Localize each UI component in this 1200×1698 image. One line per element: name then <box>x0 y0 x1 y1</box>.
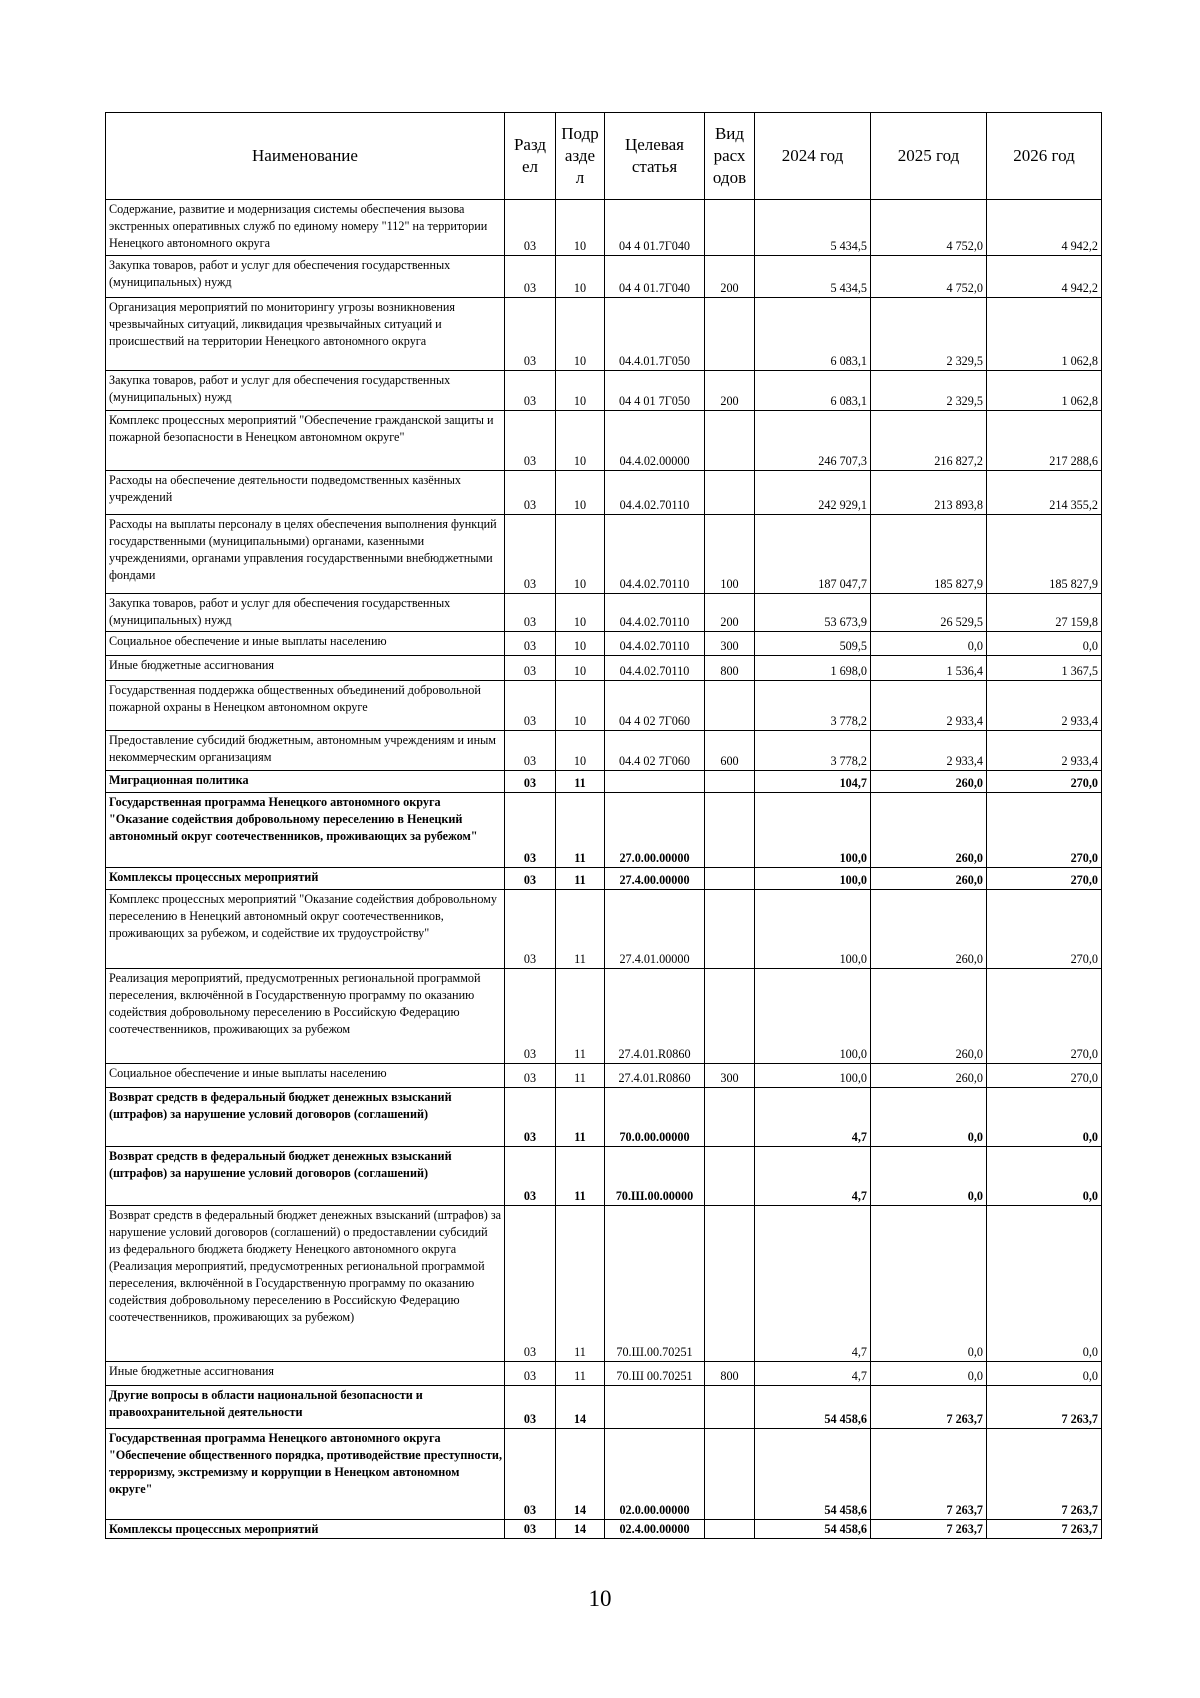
row-value-2025: 213 893,8 <box>871 471 987 515</box>
row-subsection: 11 <box>556 1088 605 1147</box>
row-section: 03 <box>505 632 556 656</box>
row-value-2024: 6 083,1 <box>755 298 871 371</box>
row-value-2025: 7 263,7 <box>871 1520 987 1539</box>
row-expense-type <box>705 681 755 731</box>
header-2025: 2025 год <box>871 113 987 200</box>
row-subsection: 10 <box>556 656 605 681</box>
row-value-2025: 1 536,4 <box>871 656 987 681</box>
table-row <box>106 632 1102 656</box>
row-name: Возврат средств в федеральный бюджет денежных взысканий (штрафов) за нарушение условий договоров (соглашений) <box>106 1147 505 1206</box>
row-value-2025: 7 263,7 <box>871 1386 987 1429</box>
row-target: 27.4.01.R0860 <box>605 969 705 1064</box>
row-subsection: 10 <box>556 411 605 471</box>
row-expense-type <box>705 868 755 890</box>
row-subsection: 10 <box>556 681 605 731</box>
row-section: 03 <box>505 1147 556 1206</box>
row-subsection: 10 <box>556 256 605 298</box>
row-expense-type <box>705 1088 755 1147</box>
row-target: 27.4.00.00000 <box>605 868 705 890</box>
table-body <box>106 200 1102 1539</box>
row-value-2024: 246 707,3 <box>755 411 871 471</box>
row-value-2025: 2 933,4 <box>871 681 987 731</box>
row-value-2024: 100,0 <box>755 793 871 868</box>
row-expense-type <box>705 1206 755 1362</box>
header-expense-type: Вид расх одов <box>705 113 755 200</box>
row-expense-type <box>705 1386 755 1429</box>
row-section: 03 <box>505 256 556 298</box>
row-value-2024: 187 047,7 <box>755 515 871 594</box>
row-value-2025: 260,0 <box>871 868 987 890</box>
row-subsection: 11 <box>556 969 605 1064</box>
table-header-row <box>106 113 1102 200</box>
row-value-2024: 4,7 <box>755 1147 871 1206</box>
row-expense-type: 200 <box>705 256 755 298</box>
row-name: Закупка товаров, работ и услуг для обеспечения государственных (муниципальных) нужд <box>106 594 505 632</box>
row-target <box>605 1386 705 1429</box>
row-subsection: 11 <box>556 890 605 969</box>
row-value-2026: 7 263,7 <box>987 1429 1102 1520</box>
row-expense-type: 200 <box>705 371 755 411</box>
row-target: 04.4.02.00000 <box>605 411 705 471</box>
row-subsection: 10 <box>556 200 605 256</box>
row-value-2024: 4,7 <box>755 1362 871 1386</box>
table-row <box>106 471 1102 515</box>
row-value-2026: 4 942,2 <box>987 200 1102 256</box>
row-name: Комплексы процессных мероприятий <box>106 868 505 890</box>
table-row <box>106 371 1102 411</box>
row-subsection: 10 <box>556 515 605 594</box>
row-value-2026: 214 355,2 <box>987 471 1102 515</box>
row-value-2025: 0,0 <box>871 1147 987 1206</box>
row-expense-type <box>705 969 755 1064</box>
row-value-2024: 509,5 <box>755 632 871 656</box>
row-value-2025: 2 933,4 <box>871 731 987 771</box>
row-target: 04.4.02.70110 <box>605 594 705 632</box>
row-name: Возврат средств в федеральный бюджет денежных взысканий (штрафов) за нарушение условий договоров (соглашений) о предоставлении субсидий из федерального бюджета бюджету Ненецкого автономного округа (Реализация мероприятий, предусмотренных региональной программой переселения, включённой в Государственную программу по оказанию содействия добровольному переселению в Российскую Федерацию соотечественников, проживающих за рубежом) <box>106 1206 505 1362</box>
row-expense-type <box>705 411 755 471</box>
row-name: Реализация мероприятий, предусмотренных региональной программой переселения, включённой в Государственную программу по оказанию содействия добровольному переселению в Российскую Федерацию соотечественников, проживающих за рубежом <box>106 969 505 1064</box>
row-target <box>605 771 705 793</box>
row-subsection: 10 <box>556 371 605 411</box>
row-name: Социальное обеспечение и иные выплаты населению <box>106 1064 505 1088</box>
row-value-2026: 270,0 <box>987 890 1102 969</box>
row-value-2025: 0,0 <box>871 1088 987 1147</box>
table-row <box>106 890 1102 969</box>
row-expense-type <box>705 200 755 256</box>
row-expense-type <box>705 1520 755 1539</box>
row-name: Государственная программа Ненецкого автономного округа "Оказание содействия добровольному переселению в Ненецкий автономный округ соотечественников, проживающих за рубежом" <box>106 793 505 868</box>
row-value-2024: 1 698,0 <box>755 656 871 681</box>
row-value-2025: 26 529,5 <box>871 594 987 632</box>
table-row <box>106 200 1102 256</box>
row-section: 03 <box>505 656 556 681</box>
row-section: 03 <box>505 890 556 969</box>
table-row <box>106 771 1102 793</box>
row-value-2024: 100,0 <box>755 1064 871 1088</box>
row-subsection: 10 <box>556 632 605 656</box>
row-subsection: 11 <box>556 1147 605 1206</box>
row-subsection: 10 <box>556 594 605 632</box>
header-name: Наименование <box>106 113 505 200</box>
row-subsection: 11 <box>556 1206 605 1362</box>
row-value-2026: 1 062,8 <box>987 298 1102 371</box>
row-value-2024: 5 434,5 <box>755 200 871 256</box>
row-value-2024: 4,7 <box>755 1088 871 1147</box>
row-value-2026: 1 062,8 <box>987 371 1102 411</box>
row-target: 04 4 01 7Г050 <box>605 371 705 411</box>
table-row <box>106 1520 1102 1539</box>
row-value-2026: 1 367,5 <box>987 656 1102 681</box>
row-value-2025: 4 752,0 <box>871 256 987 298</box>
table-row <box>106 1147 1102 1206</box>
table-row <box>106 411 1102 471</box>
row-name: Закупка товаров, работ и услуг для обеспечения государственных (муниципальных) нужд <box>106 256 505 298</box>
row-value-2026: 0,0 <box>987 1362 1102 1386</box>
row-name: Расходы на обеспечение деятельности подведомственных казённых учреждений <box>106 471 505 515</box>
row-subsection: 11 <box>556 793 605 868</box>
row-value-2026: 0,0 <box>987 1088 1102 1147</box>
row-value-2024: 104,7 <box>755 771 871 793</box>
row-target: 04.4 02 7Г060 <box>605 731 705 771</box>
row-section: 03 <box>505 969 556 1064</box>
row-subsection: 11 <box>556 1064 605 1088</box>
row-target: 04.4.01.7Г050 <box>605 298 705 371</box>
row-value-2025: 4 752,0 <box>871 200 987 256</box>
row-subsection: 10 <box>556 298 605 371</box>
table-row <box>106 969 1102 1064</box>
row-expense-type: 100 <box>705 515 755 594</box>
table-row <box>106 1088 1102 1147</box>
row-subsection: 14 <box>556 1429 605 1520</box>
row-value-2026: 4 942,2 <box>987 256 1102 298</box>
row-value-2025: 185 827,9 <box>871 515 987 594</box>
table-row <box>106 1386 1102 1429</box>
table-row <box>106 793 1102 868</box>
row-value-2025: 216 827,2 <box>871 411 987 471</box>
row-value-2025: 0,0 <box>871 1362 987 1386</box>
row-value-2026: 217 288,6 <box>987 411 1102 471</box>
row-value-2026: 270,0 <box>987 793 1102 868</box>
header-2024: 2024 год <box>755 113 871 200</box>
row-name: Другие вопросы в области национальной безопасности и правоохранительной деятельности <box>106 1386 505 1429</box>
row-name: Предоставление субсидий бюджетным, автономным учреждениям и иным некоммерческим организациям <box>106 731 505 771</box>
row-subsection: 10 <box>556 471 605 515</box>
row-section: 03 <box>505 515 556 594</box>
row-section: 03 <box>505 1064 556 1088</box>
table-row <box>106 731 1102 771</box>
row-value-2025: 260,0 <box>871 890 987 969</box>
row-name: Закупка товаров, работ и услуг для обеспечения государственных (муниципальных) нужд <box>106 371 505 411</box>
row-value-2025: 260,0 <box>871 771 987 793</box>
row-target: 27.4.01.00000 <box>605 890 705 969</box>
row-value-2024: 6 083,1 <box>755 371 871 411</box>
row-section: 03 <box>505 1386 556 1429</box>
row-target: 02.0.00.00000 <box>605 1429 705 1520</box>
row-name: Социальное обеспечение и иные выплаты населению <box>106 632 505 656</box>
row-expense-type: 200 <box>705 594 755 632</box>
row-target: 04 4 01.7Г040 <box>605 256 705 298</box>
table-row <box>106 594 1102 632</box>
row-value-2024: 100,0 <box>755 868 871 890</box>
row-section: 03 <box>505 471 556 515</box>
row-value-2026: 0,0 <box>987 1147 1102 1206</box>
table-row <box>106 256 1102 298</box>
row-name: Иные бюджетные ассигнования <box>106 1362 505 1386</box>
row-target: 04.4.02.70110 <box>605 632 705 656</box>
table-row <box>106 1206 1102 1362</box>
row-section: 03 <box>505 200 556 256</box>
row-name: Миграционная политика <box>106 771 505 793</box>
row-value-2024: 5 434,5 <box>755 256 871 298</box>
table-row <box>106 515 1102 594</box>
row-target: 27.0.00.00000 <box>605 793 705 868</box>
row-expense-type: 800 <box>705 1362 755 1386</box>
table-row <box>106 868 1102 890</box>
row-section: 03 <box>505 681 556 731</box>
row-section: 03 <box>505 371 556 411</box>
row-target: 27.4.01.R0860 <box>605 1064 705 1088</box>
row-name: Государственная поддержка общественных объединений добровольной пожарной охраны в Ненецком автономном округе <box>106 681 505 731</box>
row-section: 03 <box>505 868 556 890</box>
row-value-2026: 270,0 <box>987 969 1102 1064</box>
row-subsection: 11 <box>556 1362 605 1386</box>
row-target: 04.4.02.70110 <box>605 515 705 594</box>
row-value-2024: 54 458,6 <box>755 1520 871 1539</box>
header-2026: 2026 год <box>987 113 1102 200</box>
row-expense-type <box>705 1429 755 1520</box>
row-name: Комплексы процессных мероприятий <box>106 1520 505 1539</box>
row-value-2025: 0,0 <box>871 1206 987 1362</box>
row-value-2025: 260,0 <box>871 793 987 868</box>
header-target: Целевая статья <box>605 113 705 200</box>
row-value-2026: 270,0 <box>987 868 1102 890</box>
row-value-2025: 0,0 <box>871 632 987 656</box>
row-expense-type <box>705 471 755 515</box>
row-subsection: 11 <box>556 868 605 890</box>
row-value-2024: 53 673,9 <box>755 594 871 632</box>
table-row <box>106 298 1102 371</box>
row-expense-type: 300 <box>705 632 755 656</box>
row-name: Иные бюджетные ассигнования <box>106 656 505 681</box>
row-name: Государственная программа Ненецкого автономного округа "Обеспечение общественного порядка, противодействие преступности, терроризму, экстремизму и коррупции в Ненецком автономном округе" <box>106 1429 505 1520</box>
table-row <box>106 1362 1102 1386</box>
row-subsection: 11 <box>556 771 605 793</box>
row-section: 03 <box>505 411 556 471</box>
row-section: 03 <box>505 1206 556 1362</box>
row-value-2026: 270,0 <box>987 771 1102 793</box>
row-value-2025: 260,0 <box>871 969 987 1064</box>
row-section: 03 <box>505 731 556 771</box>
page-number: 10 <box>588 1586 612 1611</box>
row-section: 03 <box>505 1088 556 1147</box>
budget-table <box>105 112 1102 1539</box>
row-value-2026: 7 263,7 <box>987 1386 1102 1429</box>
row-target: 04 4 02 7Г060 <box>605 681 705 731</box>
row-value-2024: 54 458,6 <box>755 1429 871 1520</box>
table-row <box>106 656 1102 681</box>
row-subsection: 14 <box>556 1386 605 1429</box>
header-section: Разд ел <box>505 113 556 200</box>
row-value-2025: 2 329,5 <box>871 371 987 411</box>
row-section: 03 <box>505 594 556 632</box>
row-value-2025: 260,0 <box>871 1064 987 1088</box>
row-section: 03 <box>505 1429 556 1520</box>
row-value-2024: 4,7 <box>755 1206 871 1362</box>
row-target: 70.Ш 00.70251 <box>605 1362 705 1386</box>
row-value-2026: 0,0 <box>987 1206 1102 1362</box>
table-row <box>106 1064 1102 1088</box>
row-name: Комплекс процессных мероприятий "Оказание содействия добровольному переселению в Ненецкий автономный округ соотечественников, проживающих за рубежом, и содействие их трудоустройству" <box>106 890 505 969</box>
row-value-2026: 2 933,4 <box>987 681 1102 731</box>
row-expense-type <box>705 793 755 868</box>
row-value-2025: 7 263,7 <box>871 1429 987 1520</box>
row-value-2024: 100,0 <box>755 969 871 1064</box>
row-value-2024: 54 458,6 <box>755 1386 871 1429</box>
row-section: 03 <box>505 298 556 371</box>
row-expense-type: 300 <box>705 1064 755 1088</box>
row-target: 04.4.02.70110 <box>605 471 705 515</box>
table-row <box>106 681 1102 731</box>
row-expense-type <box>705 890 755 969</box>
row-value-2026: 270,0 <box>987 1064 1102 1088</box>
row-expense-type <box>705 771 755 793</box>
row-value-2026: 27 159,8 <box>987 594 1102 632</box>
row-value-2026: 7 263,7 <box>987 1520 1102 1539</box>
row-target: 70.Ш.00.00000 <box>605 1147 705 1206</box>
row-value-2026: 0,0 <box>987 632 1102 656</box>
row-value-2026: 185 827,9 <box>987 515 1102 594</box>
row-target: 02.4.00.00000 <box>605 1520 705 1539</box>
row-target: 70.0.00.00000 <box>605 1088 705 1147</box>
row-value-2024: 242 929,1 <box>755 471 871 515</box>
row-subsection: 10 <box>556 731 605 771</box>
row-value-2024: 100,0 <box>755 890 871 969</box>
row-name: Комплекс процессных мероприятий "Обеспечение гражданской защиты и пожарной безопасности в Ненецком автономном округе" <box>106 411 505 471</box>
row-section: 03 <box>505 1362 556 1386</box>
row-value-2024: 3 778,2 <box>755 681 871 731</box>
row-subsection: 14 <box>556 1520 605 1539</box>
row-expense-type: 800 <box>705 656 755 681</box>
row-value-2026: 2 933,4 <box>987 731 1102 771</box>
row-section: 03 <box>505 1520 556 1539</box>
row-value-2025: 2 329,5 <box>871 298 987 371</box>
row-expense-type: 600 <box>705 731 755 771</box>
row-value-2024: 3 778,2 <box>755 731 871 771</box>
row-target: 70.Ш.00.70251 <box>605 1206 705 1362</box>
table-row <box>106 1429 1102 1520</box>
row-name: Расходы на выплаты персоналу в целях обеспечения выполнения функций государственными (муниципальными) органами, казенными учреждениями, органами управления государственными внебюджетными фондами <box>106 515 505 594</box>
row-expense-type <box>705 298 755 371</box>
row-section: 03 <box>505 771 556 793</box>
header-subsection: Подр азде л <box>556 113 605 200</box>
row-name: Возврат средств в федеральный бюджет денежных взысканий (штрафов) за нарушение условий договоров (соглашений) <box>106 1088 505 1147</box>
row-section: 03 <box>505 793 556 868</box>
row-target: 04 4 01.7Г040 <box>605 200 705 256</box>
row-name: Организация мероприятий по мониторингу угрозы возникновения чрезвычайных ситуаций, ликвидация чрезвычайных ситуаций и происшествий на территории Ненецкого автономного округа <box>106 298 505 371</box>
row-target: 04.4.02.70110 <box>605 656 705 681</box>
row-expense-type <box>705 1147 755 1206</box>
row-name: Содержание, развитие и модернизация системы обеспечения вызова экстренных оперативных служб по единому номеру "112" на территории Ненецкого автономного округа <box>106 200 505 256</box>
